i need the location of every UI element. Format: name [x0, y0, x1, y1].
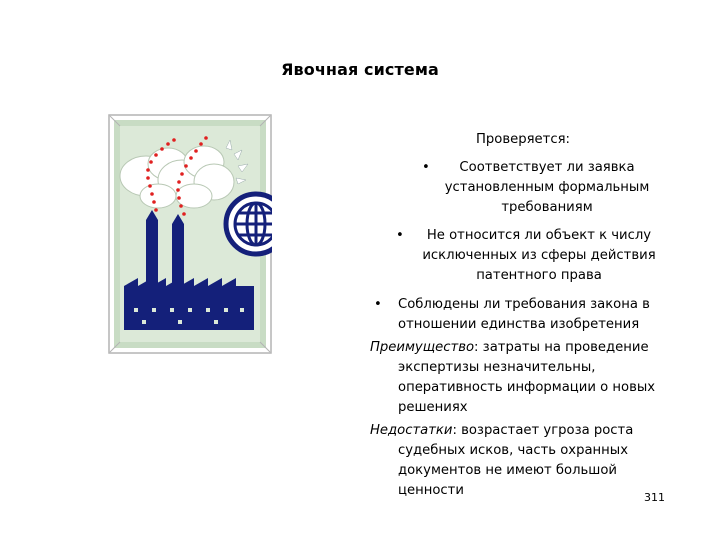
- disadvantages-paragraph: [370, 421, 676, 501]
- advantages-label: Преимущество: [370, 340, 475, 355]
- bullet-item: [370, 158, 676, 218]
- bullet-item: [370, 295, 676, 335]
- page-number: 311: [644, 491, 665, 504]
- slide-title: Явочная система: [281, 60, 439, 79]
- factory-clipart: [108, 114, 272, 354]
- bullet-text: Соблюдены ли требования закона в отношении единства изобретения: [398, 297, 650, 332]
- disadvantages-text: : возрастает угроза роста судебных исков, часть охранных документов не имеют большой ценности: [398, 423, 634, 498]
- bullet-marker: •: [374, 297, 382, 312]
- advantages-text: : затраты на проведение экспертизы незначительны, оперативность информации о новых решениях: [398, 340, 656, 415]
- bullet-text: Соответствует ли заявка установленным формальным требованиям: [444, 160, 650, 215]
- slide-body: [370, 130, 676, 501]
- bullet-item: [370, 226, 676, 286]
- bullet-text: Не относится ли объект к числу исключенных из сферы действия патентного права: [422, 228, 656, 283]
- disadvantages-label: Недостатки: [370, 423, 453, 438]
- checks-heading: Проверяется:: [476, 132, 570, 147]
- bullet-marker: •: [396, 228, 404, 243]
- bullet-marker: •: [422, 160, 430, 175]
- advantages-paragraph: [370, 338, 676, 418]
